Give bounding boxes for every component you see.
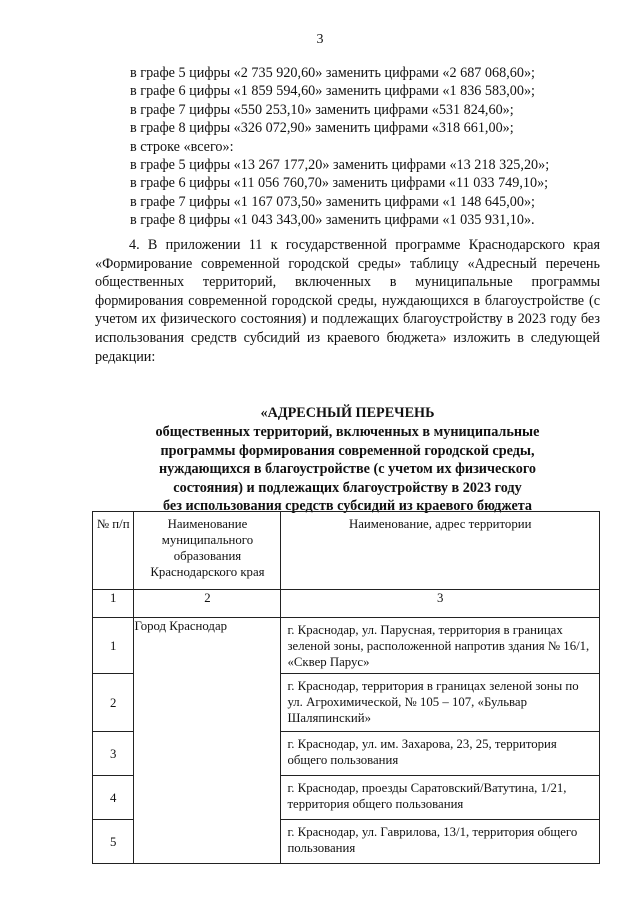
title-line: программы формирования современной городской среды,	[160, 442, 535, 459]
table-header-row	[93, 512, 600, 590]
replacement-list	[130, 64, 600, 230]
column-number: 2	[134, 590, 281, 618]
header-number: № п/п	[93, 512, 134, 590]
address-cell: г. Краснодар, ул. им. Захарова, 23, 25, территория общего пользования	[281, 732, 600, 776]
address-table	[92, 511, 600, 864]
replacement-line: в графе 6 цифры «1 859 594,60» заменить цифрами «1 836 583,00»;	[130, 83, 535, 100]
replacement-line: в строке «всего»:	[130, 138, 234, 155]
table-title	[95, 404, 600, 515]
table-row	[93, 618, 600, 674]
header-municipality: Наименование муниципального образования Краснодарского края	[134, 512, 281, 590]
row-number: 4	[93, 776, 134, 820]
column-number: 3	[281, 590, 600, 618]
municipality-cell: Город Краснодар	[134, 618, 281, 864]
column-number: 1	[93, 590, 134, 618]
address-cell: г. Краснодар, ул. Гаврилова, 13/1, территория общего пользования	[281, 820, 600, 864]
page-number: 3	[316, 32, 324, 47]
title-line: нуждающихся в благоустройстве (с учетом их физического	[159, 461, 536, 478]
header-address: Наименование, адрес территории	[281, 512, 600, 590]
title-heading: «АДРЕСНЫЙ ПЕРЕЧЕНЬ	[260, 405, 435, 421]
title-line: состояния) и подлежащих благоустройству в 2023 году	[173, 479, 522, 496]
row-number: 3	[93, 732, 134, 776]
row-number: 5	[93, 820, 134, 864]
column-number-row	[93, 590, 600, 618]
address-cell: г. Краснодар, территория в границах зеленой зоны по ул. Агрохимической, № 105 – 107, «Бульвар Шаляпинский»	[281, 674, 600, 732]
replacement-line: в графе 7 цифры «550 253,10» заменить цифрами «531 824,60»;	[130, 101, 514, 118]
address-cell: г. Краснодар, ул. Парусная, территория в границах зеленой зоны, расположенной напротив здания № 16/1, «Сквер Парус»	[281, 618, 600, 674]
replacement-line: в графе 6 цифры «11 056 760,70» заменить цифрами «11 033 749,10»;	[130, 175, 549, 192]
replacement-line: в графе 8 цифры «1 043 343,00» заменить цифрами «1 035 931,10».	[130, 212, 535, 229]
row-number: 2	[93, 674, 134, 732]
address-cell: г. Краснодар, проезды Саратовский/Ватутина, 1/21, территория общего пользования	[281, 776, 600, 820]
replacement-line: в графе 5 цифры «13 267 177,20» заменить цифрами «13 218 325,20»;	[130, 157, 550, 174]
title-line: общественных территорий, включенных в муниципальные	[155, 424, 540, 441]
amendment-paragraph: 4. В приложении 11 к государственной программе Краснодарского края «Формирование современной городской среды» таблицу «Адресный перечень общественных территорий, включенных в муниципальные программы формирования современной городской среды, нуждающихся в благоустройстве (с учетом их физического состояния) и подлежащих благоустройству в 2023 году без использования средств субсидий из краевого бюджета» изложить в следующей редакции:	[95, 237, 600, 365]
replacement-line: в графе 7 цифры «1 167 073,50» заменить цифрами «1 148 645,00»;	[130, 193, 535, 210]
replacement-line: в графе 8 цифры «326 072,90» заменить цифрами «318 661,00»;	[130, 120, 514, 137]
replacement-line: в графе 5 цифры «2 735 920,60» заменить цифрами «2 687 068,60»;	[130, 65, 535, 81]
title-line: без использования средств субсидий из краевого бюджета	[163, 498, 532, 515]
row-number: 1	[93, 618, 134, 674]
